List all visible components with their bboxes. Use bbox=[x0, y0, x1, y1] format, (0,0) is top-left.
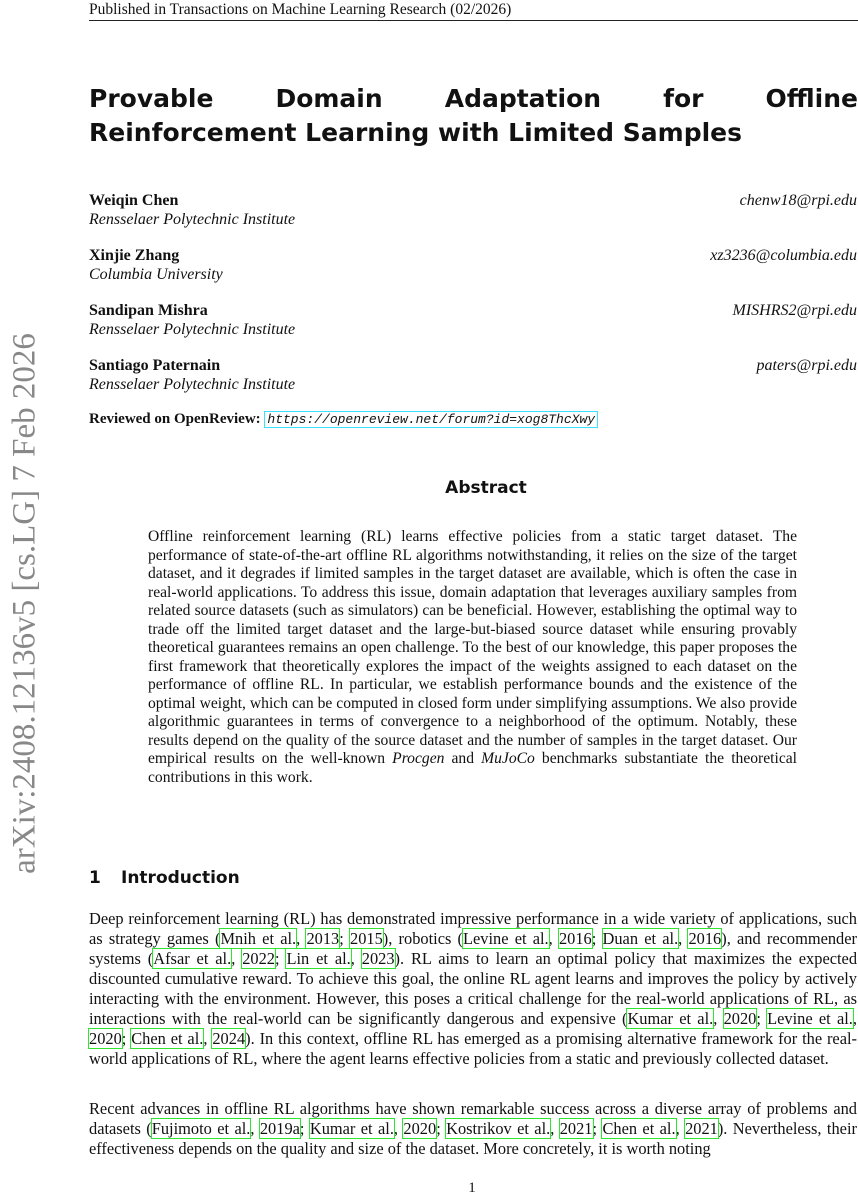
citation-link[interactable]: 2019a bbox=[259, 1119, 300, 1138]
citation-link[interactable]: Chen et al. bbox=[602, 1119, 676, 1138]
text-run: , bbox=[231, 949, 243, 968]
author-name: Santiago Paternain bbox=[89, 357, 221, 374]
author-block bbox=[89, 192, 857, 229]
intro-paragraph-1 bbox=[89, 909, 857, 1069]
author-name: Xinjie Zhang bbox=[89, 247, 180, 264]
section-title: Introduction bbox=[121, 868, 240, 888]
author-affiliation: Rensselaer Polytechnic Institute bbox=[89, 211, 296, 228]
emphasized-text: Procgen bbox=[392, 750, 445, 767]
citation-link[interactable]: Kumar et al. bbox=[627, 1009, 714, 1028]
paper-title: Provable Domain Adaptation for Offline Reinforcement Learning with Limited Samples bbox=[89, 84, 858, 147]
running-header: Published in Transactions on Machine Learning Research (02/2026) bbox=[89, 0, 858, 21]
citation-link[interactable]: 2020 bbox=[403, 1119, 437, 1138]
author-affiliation: Rensselaer Polytechnic Institute bbox=[89, 321, 296, 338]
author-name: Sandipan Mishra bbox=[89, 302, 208, 319]
citation-link[interactable]: 2016 bbox=[558, 929, 592, 948]
citation-link[interactable]: 2021 bbox=[685, 1119, 718, 1138]
citation-link[interactable]: 2022 bbox=[242, 949, 275, 968]
text-run: , bbox=[550, 1119, 560, 1138]
citation-link[interactable]: Fujimoto et al. bbox=[151, 1119, 251, 1138]
text-run: , bbox=[350, 949, 362, 968]
text-run: Offline reinforcement learning (RL) learns effective policies from a static target dataset. The performance of state-of-the-art offline RL algorithms notwithstanding, it relies on the size of the target dataset, and it degrades if limited samples in the target dataset are available, which is often the case in real-world applications. To address this issue, domain adaptation that leverages auxiliary samples from related source datasets (such as simulators) can be beneficial. However, establishing the optimal way to trade off the limited target dataset and the large-but-biased source dataset while ensuring provably theoretical guarantees remains an open challenge. To the best of our knowledge, this paper proposes the first framework that theoretically explores the impact of the weights assigned to each dataset on the performance of offline RL. In particular, we establish performance bounds and the existence of the optimal weight, which can be computed in closed form under simplifying assumptions. We also provide algorithmic guarantees in terms of convergence to a neighborhood of the optimum. Notably, these results depend on the quality of the source dataset and the number of samples in the target dataset. Our empirical results on the well-known bbox=[148, 528, 797, 767]
citation-link[interactable]: 2024 bbox=[212, 1029, 246, 1048]
text-run: , bbox=[296, 929, 307, 948]
author-block bbox=[89, 302, 857, 339]
openreview-label: Reviewed on OpenReview: bbox=[89, 411, 261, 427]
text-run: , bbox=[713, 1009, 724, 1028]
citation-link[interactable]: Afsar et al. bbox=[153, 949, 232, 968]
text-run: Deep reinforcement learning (RL) has demonstrated impressive performance in a wide variety of applications, such as strategy games ( bbox=[89, 909, 857, 948]
author-affiliation: Columbia University bbox=[89, 266, 223, 283]
emphasized-text: MuJoCo bbox=[481, 750, 535, 767]
intro-paragraph-2 bbox=[89, 1099, 857, 1159]
citation-link[interactable]: Chen et al. bbox=[131, 1029, 204, 1048]
author-block bbox=[89, 247, 857, 284]
citation-link[interactable]: Mnih et al. bbox=[220, 929, 297, 948]
text-run: , bbox=[250, 1119, 260, 1138]
text-run: , bbox=[393, 1119, 404, 1138]
text-run: ), and recommender systems ( bbox=[89, 929, 857, 968]
abstract-heading: Abstract bbox=[445, 478, 527, 498]
citation-link[interactable]: Duan et al. bbox=[602, 929, 679, 948]
citation-link[interactable]: 2020 bbox=[89, 1029, 122, 1048]
text-run: ; bbox=[591, 929, 603, 948]
citation-link[interactable]: 2015 bbox=[350, 929, 383, 948]
text-run: , bbox=[675, 1119, 686, 1138]
text-run: ; bbox=[436, 1119, 447, 1138]
text-run: benchmarks substantiate the theoretical contributions in this work. bbox=[148, 750, 797, 786]
text-run: ; bbox=[592, 1119, 603, 1138]
text-run: , bbox=[852, 1009, 857, 1028]
section-heading bbox=[89, 868, 240, 888]
section-number: 1 bbox=[89, 868, 101, 888]
citation-link[interactable]: Levine et al. bbox=[463, 929, 549, 948]
text-run: Recent advances in offline RL algorithms have shown remarkable success across a diverse array of problems and datasets ( bbox=[89, 1099, 857, 1138]
arxiv-stamp: arXiv:2408.12136v5 [cs.LG] 7 Feb 2026 bbox=[6, 333, 43, 874]
text-run: ). RL aims to learn an optimal policy that maximizes the expected discounted cumulative reward. To achieve this goal, the online RL agent learns and improves the policy by actively interacting with the environment. However, this poses a critical challenge for the real-world applications of RL, as interactions with the real-world can be significantly dangerous and expensive ( bbox=[89, 949, 858, 1028]
citation-link[interactable]: 2021 bbox=[559, 1119, 593, 1138]
text-run: ; bbox=[756, 1009, 768, 1028]
author-email[interactable]: chenw18@rpi.edu bbox=[739, 192, 857, 209]
citation-link[interactable]: Kumar et al. bbox=[309, 1119, 394, 1138]
text-run: ), robotics ( bbox=[382, 929, 463, 948]
text-run: , bbox=[678, 929, 689, 948]
author-block bbox=[89, 357, 857, 394]
text-run: , bbox=[203, 1029, 213, 1048]
openreview-line bbox=[89, 411, 598, 428]
page-number: 1 bbox=[468, 1180, 476, 1196]
citation-link[interactable]: Kostrikov et al. bbox=[446, 1119, 551, 1138]
citation-link[interactable]: 2023 bbox=[361, 949, 395, 968]
text-run: , bbox=[548, 929, 559, 948]
author-affiliation: Rensselaer Polytechnic Institute bbox=[89, 376, 296, 393]
openreview-link[interactable]: https://openreview.net/forum?id=xog8ThcXwy bbox=[264, 411, 598, 428]
text-run: and bbox=[444, 750, 482, 767]
author-name: Weiqin Chen bbox=[89, 192, 179, 209]
text-run: ; bbox=[121, 1029, 132, 1048]
author-email[interactable]: paters@rpi.edu bbox=[756, 357, 857, 374]
citation-link[interactable]: Lin et al. bbox=[286, 949, 351, 968]
text-run: ; bbox=[339, 929, 350, 948]
text-run: ). Nevertheless, their effectiveness depends on the quality and size of the dataset. More concretely, it is worth noting bbox=[89, 1119, 857, 1158]
citation-link[interactable]: 2013 bbox=[306, 929, 340, 948]
text-run: ; bbox=[299, 1119, 310, 1138]
author-email[interactable]: MISHRS2@rpi.edu bbox=[732, 302, 857, 319]
author-email[interactable]: xz3236@columbia.edu bbox=[710, 247, 857, 264]
citation-link[interactable]: Levine et al. bbox=[767, 1009, 853, 1028]
citation-link[interactable]: 2016 bbox=[688, 929, 722, 948]
citation-link[interactable]: 2020 bbox=[723, 1009, 757, 1028]
text-run: ; bbox=[275, 949, 287, 968]
text-run: ). In this context, offline RL has emerged as a promising alternative framework for the real-world applications of RL, where the agent learns effective policies from a static and previously collected dataset. bbox=[89, 1029, 857, 1068]
abstract-text bbox=[148, 528, 797, 787]
